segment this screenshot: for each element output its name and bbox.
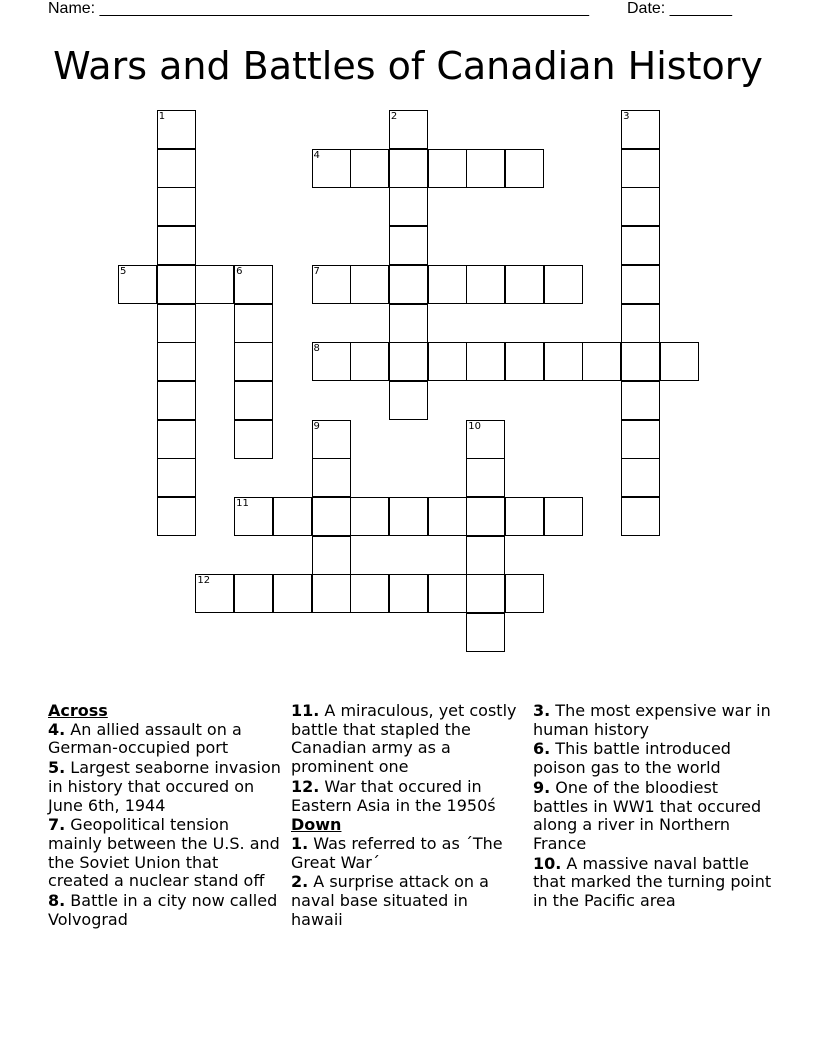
grid-cell[interactable]	[389, 574, 428, 613]
clue-down-2: 2. A surprise attack on a naval base situated in hawaii	[291, 872, 489, 929]
grid-cell[interactable]	[505, 342, 544, 381]
grid-cell[interactable]	[660, 342, 699, 381]
grid-cell[interactable]	[118, 265, 157, 304]
grid-cell[interactable]	[621, 226, 660, 265]
grid-cell[interactable]	[428, 342, 467, 381]
grid-cell[interactable]	[312, 420, 351, 459]
grid-cell[interactable]	[350, 574, 389, 613]
grid-cell[interactable]	[621, 110, 660, 149]
cell-number: 10	[468, 420, 482, 432]
grid-cell[interactable]	[466, 536, 505, 575]
grid-cell[interactable]	[466, 149, 505, 188]
grid-cell[interactable]	[157, 265, 196, 304]
grid-cell[interactable]	[466, 265, 505, 304]
grid-cell[interactable]	[544, 342, 583, 381]
grid-cell[interactable]	[621, 381, 660, 420]
grid-cell[interactable]	[428, 265, 467, 304]
grid-cell[interactable]	[389, 304, 428, 343]
grid-cell[interactable]	[234, 574, 273, 613]
cell-number: 8	[313, 343, 320, 355]
cell-number: 11	[236, 498, 249, 509]
date-field[interactable]: Date: _______	[627, 0, 732, 17]
cell-number: 7	[313, 265, 320, 277]
clue-down-10: 10. A massive naval battle that marked the turning point in the Pacific area	[533, 853, 772, 911]
grid-cell[interactable]	[312, 342, 351, 381]
grid-cell[interactable]	[234, 342, 273, 381]
grid-cell[interactable]	[389, 226, 428, 265]
grid-cell[interactable]	[312, 458, 351, 497]
grid-cell[interactable]	[157, 497, 196, 536]
grid-cell[interactable]	[234, 265, 273, 304]
grid-cell[interactable]	[544, 497, 583, 536]
cell-number: 6	[236, 265, 243, 277]
grid-cell[interactable]	[157, 458, 196, 497]
grid-cell[interactable]	[544, 265, 583, 304]
grid-cell[interactable]	[312, 265, 351, 304]
grid-cell[interactable]	[428, 149, 467, 188]
grid-cell[interactable]	[505, 497, 544, 536]
grid-cell[interactable]	[157, 187, 196, 226]
grid-cell[interactable]	[621, 420, 660, 459]
clue-column-1	[48, 702, 284, 930]
grid-cell[interactable]	[312, 497, 351, 536]
clue-column-3	[533, 702, 773, 912]
clue-column-2	[291, 702, 523, 930]
grid-cell[interactable]	[389, 342, 428, 381]
clue-down-6: 6. This battle introduced poison gas to the world	[533, 739, 731, 778]
grid-cell[interactable]	[466, 497, 505, 536]
grid-cell[interactable]	[389, 110, 428, 149]
clue-across-4: 4. An allied assault on a German-occupied port	[48, 719, 242, 758]
grid-cell[interactable]	[389, 187, 428, 226]
grid-cell[interactable]	[273, 497, 312, 536]
name-field[interactable]: Name: _______________________________________________________	[48, 0, 589, 17]
down-heading: Down	[291, 815, 342, 835]
grid-cell[interactable]	[621, 304, 660, 343]
grid-cell[interactable]	[389, 497, 428, 536]
grid-cell[interactable]	[621, 187, 660, 226]
cell-number: 1	[158, 111, 166, 122]
grid-cell[interactable]	[389, 149, 428, 188]
grid-cell[interactable]	[621, 458, 660, 497]
grid-cell[interactable]	[195, 265, 234, 304]
grid-cell[interactable]	[157, 342, 196, 381]
grid-cell[interactable]	[312, 149, 351, 188]
grid-cell[interactable]	[195, 574, 234, 613]
grid-cell[interactable]	[234, 497, 273, 536]
grid-cell[interactable]	[157, 226, 196, 265]
grid-cell[interactable]	[350, 265, 389, 304]
grid-cell[interactable]	[505, 574, 544, 613]
grid-cell[interactable]	[582, 342, 621, 381]
cell-number: 4	[313, 149, 320, 161]
grid-cell[interactable]	[234, 381, 273, 420]
grid-cell[interactable]	[621, 149, 660, 188]
grid-cell[interactable]	[157, 110, 196, 149]
grid-cell[interactable]	[389, 381, 428, 420]
grid-cell[interactable]	[621, 265, 660, 304]
clue-down-3: 3. The most expensive war in human history	[533, 701, 771, 739]
grid-cell[interactable]	[312, 574, 351, 613]
grid-cell[interactable]	[505, 265, 544, 304]
cell-number: 3	[623, 111, 630, 122]
grid-cell[interactable]	[350, 149, 389, 188]
across-heading: Across	[48, 701, 108, 720]
grid-cell[interactable]	[428, 497, 467, 536]
clue-down-9: 9. One of the bloodiest battles in WW1 that occured along a river in Northern France	[533, 777, 762, 853]
grid-cell[interactable]	[157, 149, 196, 188]
grid-cell[interactable]	[466, 458, 505, 497]
grid-cell[interactable]	[621, 342, 660, 381]
cell-number: 9	[313, 420, 320, 432]
grid-cell[interactable]	[350, 497, 389, 536]
grid-cell[interactable]	[466, 613, 505, 652]
grid-cell[interactable]	[234, 420, 273, 459]
page-title: Wars and Battles of Canadian History	[53, 44, 763, 88]
grid-cell[interactable]	[157, 304, 196, 343]
grid-cell[interactable]	[273, 574, 312, 613]
clue-across-5: 5. Largest seaborne invasion in history that occured on June 6th, 1944	[48, 758, 281, 815]
clue-across-8: 8. Battle in a city now called Volvograd	[48, 891, 278, 929]
cell-number: 5	[120, 265, 127, 277]
grid-cell[interactable]	[466, 420, 505, 459]
cell-number: 12	[197, 575, 211, 587]
cell-number: 2	[390, 111, 398, 122]
grid-cell[interactable]	[312, 536, 351, 575]
grid-cell[interactable]	[505, 149, 544, 188]
clue-across-7: 7. Geopolitical tension mainly between the U.S. and the Soviet Union that created a nuclear stand off	[48, 815, 280, 891]
grid-cell[interactable]	[389, 265, 428, 304]
grid-cell[interactable]	[157, 420, 196, 459]
grid-cell[interactable]	[466, 342, 505, 381]
clue-across-12: 12. War that occured in Eastern Asia in the 1950ś	[291, 776, 496, 815]
grid-cell[interactable]	[466, 574, 505, 613]
grid-cell[interactable]	[234, 304, 273, 343]
grid-cell[interactable]	[428, 574, 467, 613]
grid-cell[interactable]	[621, 497, 660, 536]
grid-cell[interactable]	[350, 342, 389, 381]
clue-down-1: 1. Was referred to as ´The Great War´	[291, 833, 503, 872]
grid-cell[interactable]	[157, 381, 196, 420]
clue-across-11: 11. A miraculous, yet costly battle that stapled the Canadian army as a prominent one	[291, 701, 517, 777]
